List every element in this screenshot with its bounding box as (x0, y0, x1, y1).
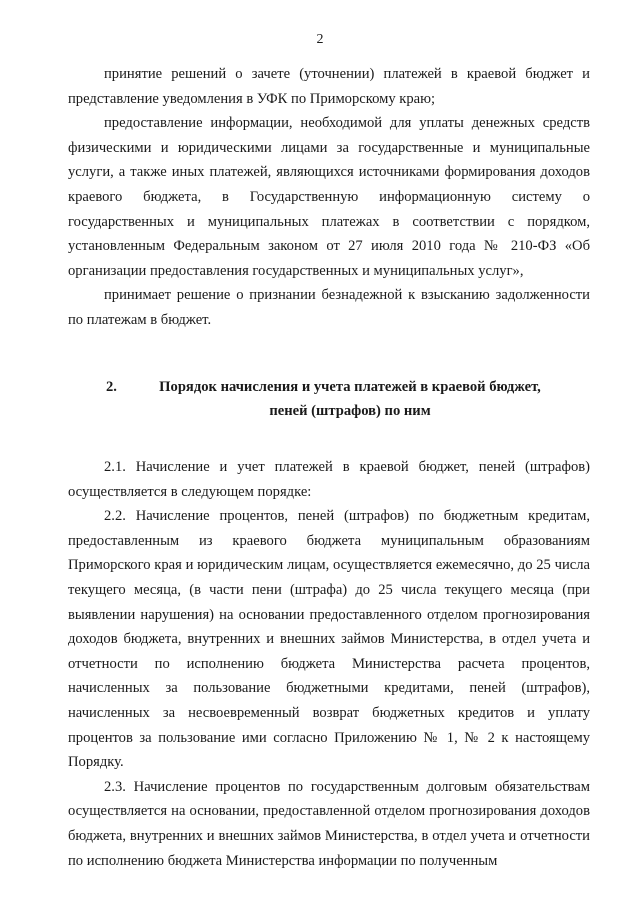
paragraph-bad-debt-decision: принимает решение о признании безнадежной к взысканию задолженности по платежам в бюджет. (68, 287, 590, 328)
section-heading (68, 375, 590, 423)
paragraph-2-2: 2.2. Начисление процентов, пеней (штрафов) по бюджетным кредитам, предоставленным из краевого бюджета муниципальным образованиям Приморского края и юридическим лицам, осуществляется ежемесячно, до 25 числа текущего месяца, (в части пени (штрафа) до 25 числа текущего месяца (при выявлении нарушения) на основании предоставленного отделом прогнозирования доходов бюджета, внутренних и внешних займов Министерства, в отдел учета и отчетности по исполнению бюджета Министерства расчета процентов, начисленных за пользование бюджетными кредитами, пеней (штрафов), начисленных за несвоевременный возврат бюджетных кредитов и уплату процентов за пользование ими согласно Приложению № 1, № 2 к настоящему Порядку. (68, 508, 590, 771)
page-number: 2 (316, 32, 324, 47)
paragraph-2-3: 2.3. Начисление процентов по государственным долговым обязательствам осуществляется на основании, предоставленной отделом прогнозирования доходов бюджета, внутренних и внешних займов Министерства, в отдел учета и отчетности по исполнению бюджета Министерства информации по полученным (68, 778, 590, 869)
section-title: Порядок начисления и учета платежей в краевой бюджет, пеней (штрафов) по ним (159, 379, 541, 419)
paragraph-information-provision: предоставление информации, необходимой для уплаты денежных средств физическими и юридическими лицами за государственные и муниципальные услуги, а также иных платежей, являющихся источниками формирования доходов краевого бюджета, в Государственную информационную систему о государственных и муниципальных платежах в соответствии с порядком, установленным Федеральным законом от 27 июля 2010 года № 210-ФЗ «Об организации предоставления государственных и муниципальных услуг», (68, 115, 590, 279)
section-text-block (68, 455, 590, 873)
section-number: 2. (106, 379, 117, 395)
intro-text-block (68, 62, 590, 333)
paragraph-offset-decision: принятие решений о зачете (уточнении) платежей в краевой бюджет и представление уведомления в УФК по Приморскому краю; (68, 66, 590, 107)
paragraph-2-1: 2.1. Начисление и учет платежей в краевой бюджет, пеней (штрафов) осуществляется в следующем порядке: (68, 459, 590, 500)
